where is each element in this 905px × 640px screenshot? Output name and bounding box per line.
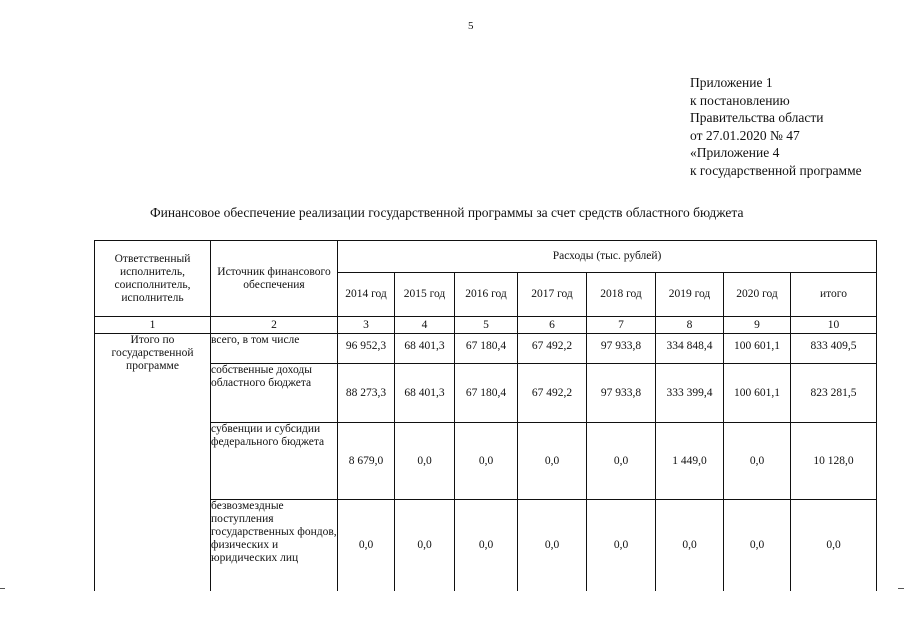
appendix-line: от 27.01.2020 № 47 <box>690 127 800 143</box>
value-cell: 88 273,3 <box>338 364 395 423</box>
value-cell: 0,0 <box>587 423 656 500</box>
source-header: Источник финансового обеспечения <box>211 241 338 317</box>
table-row <box>95 423 877 500</box>
value-cell: 97 933,8 <box>587 364 656 423</box>
value-cell: 0,0 <box>724 500 791 591</box>
value-cell: 100 601,1 <box>724 334 791 364</box>
value-cell: 334 848,4 <box>656 334 724 364</box>
value-cell: 97 933,8 <box>587 334 656 364</box>
table-row <box>95 364 877 423</box>
margin-mark <box>0 588 5 589</box>
value-cell: 0,0 <box>395 423 455 500</box>
value-cell: 0,0 <box>395 500 455 591</box>
value-cell: 8 679,0 <box>338 423 395 500</box>
year-header: 2015 год <box>395 273 455 317</box>
column-number: 10 <box>791 317 877 334</box>
expenses-header: Расходы (тыс. рублей) <box>338 241 877 273</box>
value-cell: 67 492,2 <box>518 334 587 364</box>
financing-table <box>94 240 877 591</box>
source-cell: собственные доходы областного бюджета <box>211 364 338 423</box>
column-number: 2 <box>211 317 338 334</box>
year-header: 2017 год <box>518 273 587 317</box>
total-cell: 10 128,0 <box>791 423 877 500</box>
value-cell: 0,0 <box>587 500 656 591</box>
column-number: 1 <box>95 317 211 334</box>
column-number: 5 <box>455 317 518 334</box>
appendix-line: Правительства области <box>690 110 824 125</box>
value-cell: 0,0 <box>455 423 518 500</box>
source-cell: всего, в том числе <box>211 334 338 364</box>
year-header: 2014 год <box>338 273 395 317</box>
year-header: 2019 год <box>656 273 724 317</box>
value-cell: 0,0 <box>656 500 724 591</box>
column-number: 6 <box>518 317 587 334</box>
value-cell: 0,0 <box>455 500 518 591</box>
value-cell: 67 492,2 <box>518 364 587 423</box>
appendix-line: к государственной программе <box>690 162 862 178</box>
value-cell: 67 180,4 <box>455 334 518 364</box>
executor-header: Ответственный исполнитель, соисполнитель, исполнитель <box>95 241 211 317</box>
total-cell: 833 409,5 <box>791 334 877 364</box>
year-header: 2016 год <box>455 273 518 317</box>
table-row <box>95 500 877 591</box>
appendix-line: «Приложение 4 <box>690 145 780 160</box>
year-header: 2020 год <box>724 273 791 317</box>
page-number: 5 <box>468 20 474 32</box>
column-number: 3 <box>338 317 395 334</box>
value-cell: 0,0 <box>724 423 791 500</box>
total-header: итого <box>791 273 877 317</box>
column-number: 8 <box>656 317 724 334</box>
appendix-line: Приложение 1 <box>690 75 773 90</box>
value-cell: 100 601,1 <box>724 364 791 423</box>
year-header: 2018 год <box>587 273 656 317</box>
value-cell: 68 401,3 <box>395 334 455 364</box>
value-cell: 67 180,4 <box>455 364 518 423</box>
executor-cell: Итого по государственной программе <box>95 334 211 591</box>
table-row <box>95 334 877 364</box>
value-cell: 0,0 <box>518 500 587 591</box>
total-cell: 0,0 <box>791 500 877 591</box>
margin-mark <box>898 588 904 589</box>
value-cell: 0,0 <box>338 500 395 591</box>
value-cell: 96 952,3 <box>338 334 395 364</box>
value-cell: 1 449,0 <box>656 423 724 500</box>
value-cell: 0,0 <box>518 423 587 500</box>
column-number: 4 <box>395 317 455 334</box>
column-number: 9 <box>724 317 791 334</box>
source-cell: безвозмездные поступления государственных фондов, физических и юридических лиц <box>211 500 338 591</box>
document-title: Финансовое обеспечение реализации государственной программы за счет средств областного бюджета <box>150 205 744 220</box>
column-number: 7 <box>587 317 656 334</box>
appendix-line: к постановлению <box>690 92 790 108</box>
appendix-reference <box>690 74 862 179</box>
source-cell: субвенции и субсидии федерального бюджета <box>211 423 338 500</box>
value-cell: 333 399,4 <box>656 364 724 423</box>
value-cell: 68 401,3 <box>395 364 455 423</box>
total-cell: 823 281,5 <box>791 364 877 423</box>
